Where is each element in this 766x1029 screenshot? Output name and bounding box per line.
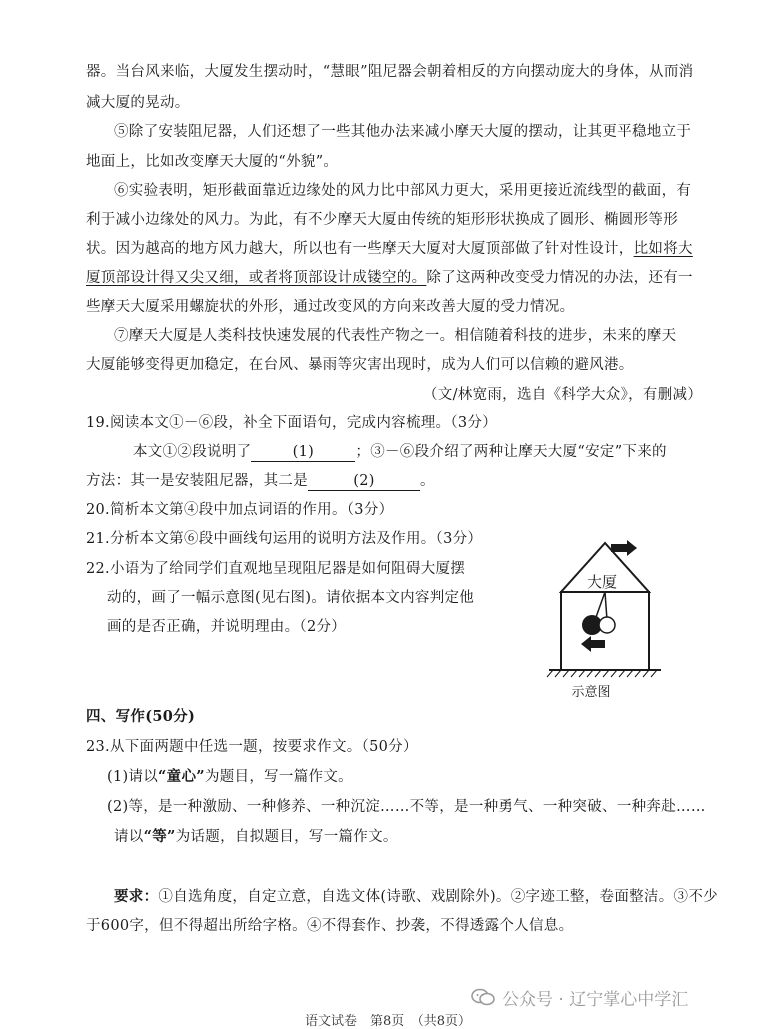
- requirements-label: 要求：: [114, 888, 159, 905]
- question-19-stem: 19.阅读本文①－⑥段，补全下面语句，完成内容梳理。（3分）: [86, 415, 498, 431]
- question-19-line: [86, 469, 435, 491]
- section-title: 四、写作(50分): [86, 708, 196, 725]
- damper-ball-outline-icon: [599, 617, 615, 633]
- essay-option-1: [107, 765, 353, 786]
- paragraph-5-line: ⑤除了安装阻尼器，人们还想了一些其他办法来减小摩天大厦的摆动，让其更平稳地立于: [114, 124, 692, 140]
- paragraph-7-line: 大厦能够变得更加稳定，在台风、暴雨等灾害出现时，成为人们可以信赖的避风港。: [86, 357, 634, 373]
- paragraph-6-line: [86, 266, 693, 287]
- page-footer: 语文试卷 第8页 （共8页）: [305, 1014, 472, 1029]
- paragraph-6-line: ⑥实验表明，矩形截面靠近边缘处的风力比中部风力更大，采用更接近流线型的截面，有: [114, 183, 692, 199]
- pendulum-string: [595, 592, 605, 620]
- question-20: 20.简析本文第④段中加点词语的作用。（3分）: [86, 502, 394, 518]
- answer-blank-1[interactable]: (1): [251, 443, 355, 462]
- question-22-line: 画的是否正确，并说明理由。（2分）: [107, 619, 347, 635]
- watermark-text: 公众号 · 辽宁掌心中学汇: [502, 990, 689, 1010]
- requirements-text: ①自选角度，自定立意，自选文体(诗歌、戏剧除外)。②字迹工整，卷面整洁。③不少: [158, 889, 718, 905]
- underlined-sentence: 比如将大: [633, 241, 693, 257]
- essay-option-2-instruction: [114, 825, 398, 846]
- answer-blank-2[interactable]: (2): [308, 472, 420, 491]
- building-label: 大厦: [586, 573, 618, 591]
- diagram-caption: 示意图: [571, 685, 611, 700]
- damper-diagram: [545, 535, 665, 705]
- question-21: 21.分析本文第⑥段中画线句运用的说明方法及作用。（3分）: [86, 531, 483, 547]
- requirements-line: 于600字，但不得超出所给字格。④不得套作、抄袭，不得透露个人信息。: [86, 918, 574, 934]
- question-23-stem: 23.从下面两题中任选一题，按要求作文。（50分）: [86, 739, 418, 755]
- passage-line: 器。当台风来临，大厦发生摆动时，“慧眼”阻尼器会朝着相反的方向摆动庞大的身体，从而消: [86, 64, 694, 80]
- paragraph-6-line: [86, 237, 693, 258]
- wechat-icon: [470, 987, 496, 1007]
- essay-topic: “等”: [143, 828, 176, 845]
- question-text: ；③－⑥段介绍了两种让摩天大厦“安定”下来的: [355, 444, 667, 460]
- option-text: 为题目，写一篇作文。: [204, 769, 353, 785]
- question-19-line: [133, 440, 667, 462]
- essay-title: “童心”: [158, 768, 205, 785]
- option-text: 为话题，自拟题目，写一篇作文。: [175, 829, 398, 845]
- option-text: 请以: [114, 829, 144, 845]
- essay-option-2: (2)等，是一种激励、一种修养、一种沉淀……不等，是一种勇气、一种突破、一种奔赴……: [107, 799, 706, 815]
- passage-text: 状。因为越高的地方风力越大，所以也有一些摩天大厦对大厦顶部做了针对性设计，: [86, 241, 634, 257]
- paragraph-7-line: ⑦摩天大厦是人类科技快速发展的代表性产物之一。相信随着科技的进步，未来的摩天: [114, 328, 677, 344]
- underlined-sentence: 厦顶部设计得又尖又细，或者将顶部设计成镂空的。: [86, 270, 427, 286]
- passage-line: 减大厦的晃动。: [86, 95, 190, 111]
- paragraph-6-line: 些摩天大厦采用螺旋状的外形，通过改变风的方向来改善大厦的受力情况。: [86, 299, 575, 315]
- question-text: 本文①②段说明了: [133, 444, 252, 460]
- pendulum-string: [605, 592, 607, 620]
- passage-source: （文/林宽雨，选自《科学大众》，有删减）: [423, 387, 703, 403]
- question-text: 方法：其一是安装阻尼器，其二是: [86, 473, 308, 489]
- arrow-left-icon: [581, 636, 605, 652]
- option-text: (1)请以: [107, 769, 159, 785]
- requirements-line: [114, 885, 718, 906]
- question-22-line: 22.小语为了给同学们直观地呈现阻尼器是如何阻碍大厦摆: [86, 561, 466, 577]
- question-text: 。: [420, 473, 435, 489]
- paragraph-6-line: 利于减小边缘处的风力。为此，有不少摩天大厦由传统的矩形形状换成了圆形、椭圆形等形: [86, 212, 678, 228]
- passage-text: 除了这两种改变受力情况的办法，还有一: [426, 270, 693, 286]
- question-22-line: 动的，画了一幅示意图(见右图)。请依据本文内容判定他: [107, 590, 475, 606]
- ground-hatching: [547, 670, 657, 677]
- paragraph-5-line: 地面上，比如改变摩天大厦的“外貌”。: [86, 154, 339, 170]
